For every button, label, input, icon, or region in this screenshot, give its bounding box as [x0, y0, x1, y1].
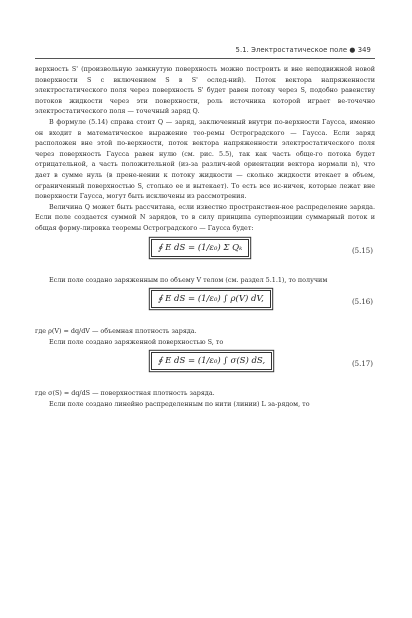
paragraph-7: где σ(S) = dq/dS — поверхностная плотность заряда.	[35, 389, 215, 398]
formula-5-16	[35, 288, 375, 322]
formula-5-15	[35, 237, 375, 271]
equation-number: (5.15)	[351, 246, 373, 255]
formula-box: ∮ E dS = (1/ε₀) ∫ ρ(V) dV,	[151, 290, 271, 308]
formula-5-17	[35, 350, 375, 384]
paragraph-8: Если поле создано линейно распределенным по нити (линии) L за-рядом, то	[49, 399, 310, 408]
paragraph-3: Величина Q может быть рассчитана, если известно пространствен-ное распределение заряда. Если поле создается суммой N зарядов, то в силу принципа суперпозиции суммарный поток и общая форму-лировка теоремы Остроградского — Гаусса будет:	[35, 202, 375, 232]
paragraph-1: верхность S' (произвольную замкнутую поверхность можно построить и вне неподвижной новой поверхности S с включением S в S' ослед-ний). Поток вектора напряженности электростатического поля через поверхность S' будет равен потоку через S, подобно равенству потоков жидкости через эти поверхности, роль источника которой играет ве-точечно электростатического поля — точечный заряд Q.	[35, 65, 375, 116]
paragraph-4: Если поле создано заряженным по объему V телом (см. раздел 5.1.1), то получим	[49, 275, 328, 284]
paragraph-6: Если поле создано заряженной поверхностью S, то	[49, 337, 224, 346]
equation-number: (5.16)	[351, 298, 373, 307]
running-head: 5.1. Электростатическое поле ● 349	[235, 46, 371, 54]
body-text	[35, 64, 375, 409]
formula-box: ∮ E dS = (1/ε₀) ∫ σ(S) dS,	[151, 352, 272, 370]
equation-number: (5.17)	[351, 360, 373, 369]
header-rule	[35, 58, 375, 59]
formula-box: ∮ E dS = (1/ε₀) Σ Qₖ	[151, 239, 249, 257]
paragraph-5: где ρ(V) = dq/dV — объемная плотность заряда.	[35, 327, 197, 336]
paragraph-2: В формуле (5.14) справа стоит Q — заряд, заключенный внутри по-верхности Гаусса, именно он входит в математическое выражение тео-ремы Остроградского — Гаусса. Если заряд расположен вне этой по-верхности, поток вектора напряженности электростатического поля через поверхность Гаусса равен нулю (см. рис. 5.5), так как часть обще-го потока будет отрицательной, а часть положительной (из-за различ-ной ориентации вектора нормали n), что дает в сумме нуль (в прене-нении к потоку жидкости — сколько жидкости втекает в объем, ограниченный поверхностью S, столько ее и вытекает). То есть все ис-ничек, которые лежат вне поверхности Гаусса, могут быть исключены из рассмотрения.	[35, 117, 375, 201]
